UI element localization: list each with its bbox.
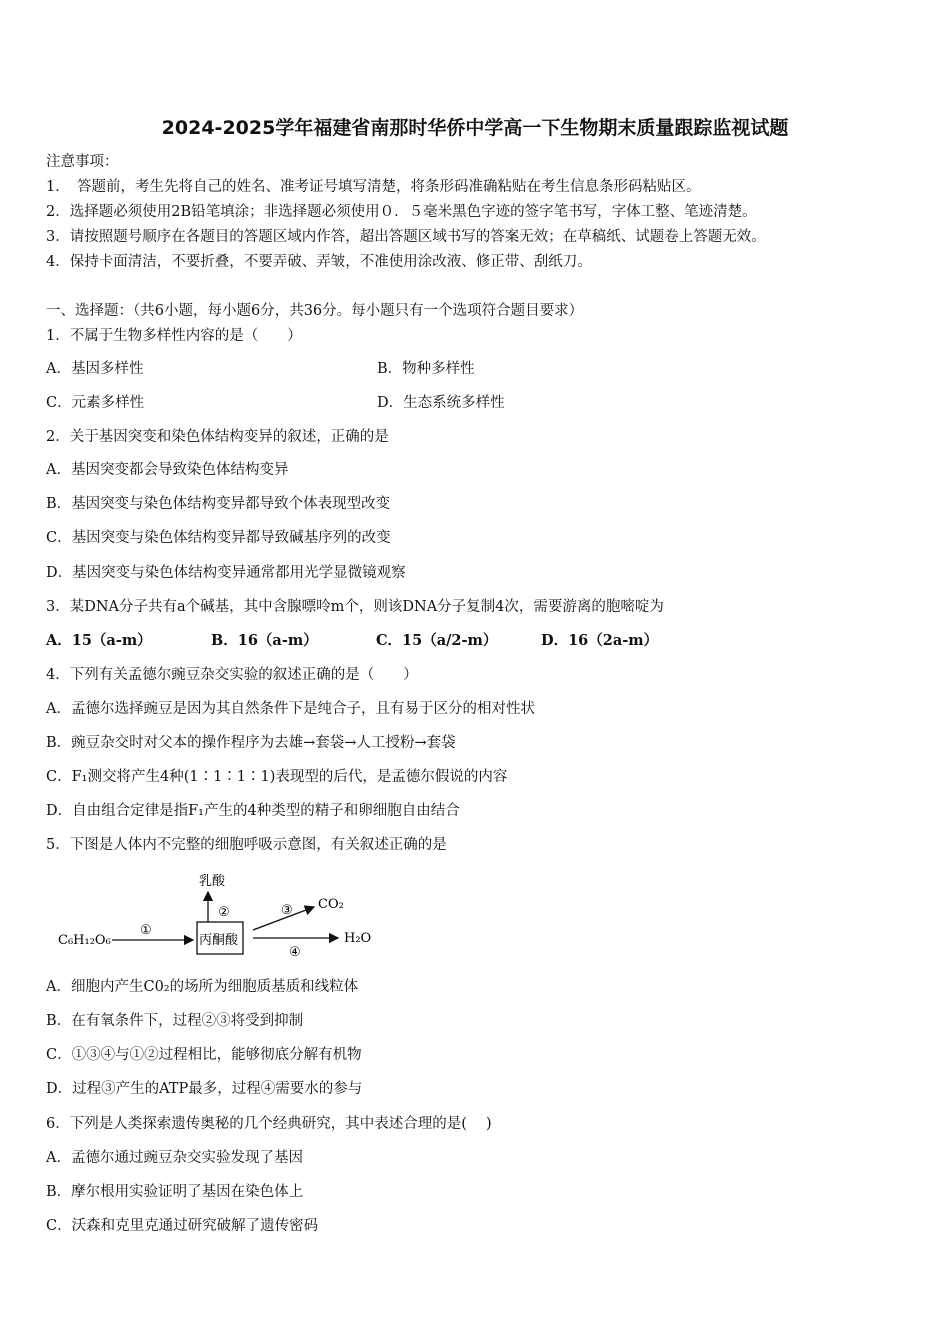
q1-option-d: D．生态系统多样性 bbox=[377, 395, 505, 411]
question-4-stem: 4．下列有关孟德尔豌豆杂交实验的叙述正确的是（ ） bbox=[46, 667, 418, 683]
notice-heading: 注意事项： bbox=[46, 154, 119, 170]
q2-option-a: A．基因突变都会导致染色体结构变异 bbox=[46, 462, 289, 478]
q2-option-d: D．基因突变与染色体结构变异通常都用光学显微镜观察 bbox=[46, 565, 406, 581]
q5-option-a: A．细胞内产生C0₂的场所为细胞质基质和线粒体 bbox=[46, 979, 359, 995]
q4-option-d: D．自由组合定律是指F₁产生的4种类型的精子和卵细胞自由结合 bbox=[46, 803, 460, 819]
q3-option-a: A．15（a-m） bbox=[46, 632, 152, 649]
lactate-label: 乳酸 bbox=[199, 874, 226, 889]
q1-option-a: A．基因多样性 bbox=[46, 361, 144, 377]
q6-option-b: B．摩尔根用实验证明了基因在染色体上 bbox=[46, 1184, 304, 1200]
q3-option-b: B．16（a-m） bbox=[211, 632, 318, 649]
q2-option-c: C．基因突变与染色体结构变异都导致碱基序列的改变 bbox=[46, 530, 391, 546]
glucose-label: C₆H₁₂O₆ bbox=[58, 933, 111, 948]
question-6-stem: 6．下列是人类探索遗传奥秘的几个经典研究，其中表述合理的是( ) bbox=[46, 1116, 492, 1132]
h2o-label: H₂O bbox=[344, 931, 372, 946]
q3-option-c: C．15（a/2-m） bbox=[376, 632, 498, 649]
question-3-stem: 3．某DNA分子共有a个碱基，其中含腺嘌呤m个，则该DNA分子复制4次，需要游离的胞嘧啶为 bbox=[46, 599, 664, 615]
pyruvate-label: 丙酮酸 bbox=[199, 933, 239, 948]
step-2-label: ② bbox=[218, 905, 230, 920]
co2-label: CO₂ bbox=[318, 897, 344, 912]
q5-option-b: B．在有氧条件下，过程②③将受到抑制 bbox=[46, 1013, 304, 1029]
question-2-stem: 2．关于基因突变和染色体结构变异的叙述，正确的是 bbox=[46, 429, 389, 445]
q3-option-d: D．16（2a-m） bbox=[541, 632, 659, 649]
step-1-label: ① bbox=[140, 923, 152, 938]
page-title: 2024-2025学年福建省南那时华侨中学高一下生物期末质量跟踪监视试题 bbox=[161, 117, 789, 139]
q1-option-b: B．物种多样性 bbox=[377, 361, 475, 377]
q6-option-a: A．孟德尔通过豌豆杂交实验发现了基因 bbox=[46, 1150, 303, 1166]
notice-item: 1． 答题前，考生先将自己的姓名、准考证号填写清楚，将条形码准确粘贴在考生信息条形码粘贴区。 bbox=[46, 179, 701, 195]
q1-option-c: C．元素多样性 bbox=[46, 395, 145, 411]
q4-option-b: B．豌豆杂交时对父本的操作程序为去雄→套袋→人工授粉→套袋 bbox=[46, 735, 456, 751]
notice-item: 4．保持卡面清洁，不要折叠，不要弄破、弄皱，不准使用涂改液、修正带、刮纸刀。 bbox=[46, 254, 592, 270]
q4-option-c: C．F₁测交将产生4种(1∶1∶1∶1)表现型的后代，是孟德尔假说的内容 bbox=[46, 769, 508, 785]
step-4-label: ④ bbox=[289, 945, 301, 960]
question-5-stem: 5．下图是人体内不完整的细胞呼吸示意图，有关叙述正确的是 bbox=[46, 837, 447, 853]
step-3-label: ③ bbox=[281, 903, 293, 918]
q6-option-c: C．沃森和克里克通过研究破解了遗传密码 bbox=[46, 1218, 319, 1234]
q2-option-b: B．基因突变与染色体结构变异都导致个体表现型改变 bbox=[46, 496, 391, 512]
notice-item: 3．请按照题号顺序在各题目的答题区域内作答，超出答题区域书写的答案无效；在草稿纸、试题卷上答题无效。 bbox=[46, 229, 766, 245]
q5-option-d: D．过程③产生的ATP最多，过程④需要水的参与 bbox=[46, 1081, 363, 1097]
question-1-stem: 1．不属于生物多样性内容的是（ ） bbox=[46, 328, 302, 344]
section-heading: 一、选择题：（共6小题，每小题6分，共36分。每小题只有一个选项符合题目要求） bbox=[46, 303, 584, 319]
notice-item: 2．选择题必须使用2B铅笔填涂；非选择题必须使用０．５毫米黑色字迹的签字笔书写，字体工整、笔迹清楚。 bbox=[46, 204, 757, 220]
q5-option-c: C．①③④与①②过程相比，能够彻底分解有机物 bbox=[46, 1047, 362, 1063]
q4-option-a: A．孟德尔选择豌豆是因为其自然条件下是纯合子，且有易于区分的相对性状 bbox=[46, 701, 535, 717]
cell-respiration-diagram bbox=[52, 866, 382, 966]
